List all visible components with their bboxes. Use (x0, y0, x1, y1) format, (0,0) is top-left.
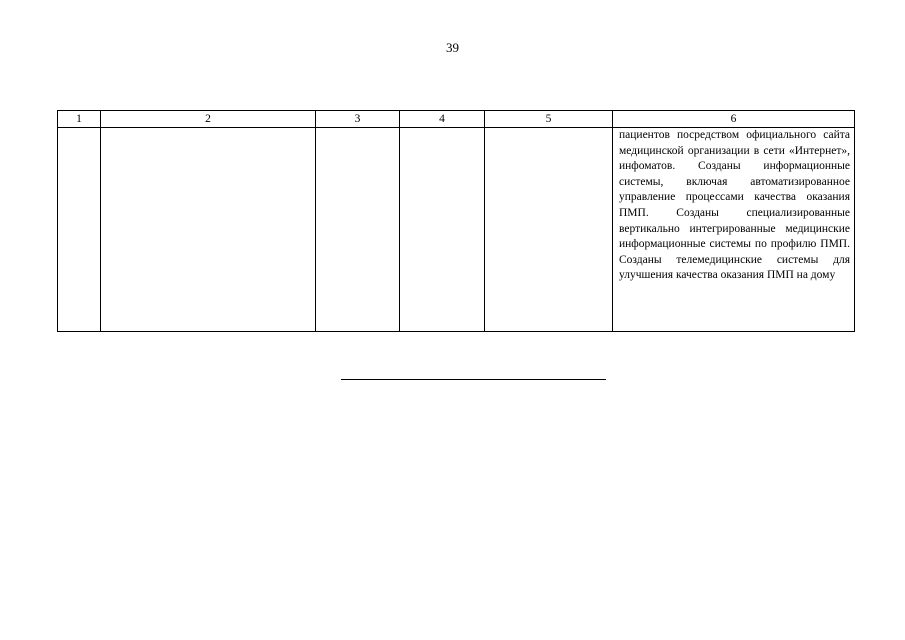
table-cell-col1 (58, 128, 101, 332)
page-number: 39 (446, 40, 459, 55)
table-cell-col2 (101, 128, 316, 332)
table-cell-col3 (316, 128, 400, 332)
column-header-3: 3 (316, 111, 400, 128)
column-header-6: 6 (613, 111, 855, 128)
table-cell-col5 (485, 128, 613, 332)
column-header-1: 1 (58, 111, 101, 128)
column-header-5: 5 (485, 111, 613, 128)
column-header-4: 4 (400, 111, 485, 128)
table-cell-col6 (613, 128, 855, 332)
document-table (57, 110, 855, 332)
table-row (58, 128, 855, 332)
table-cell-col4 (400, 128, 485, 332)
column-header-2: 2 (101, 111, 316, 128)
end-separator-line (341, 379, 606, 380)
table-header-row (58, 111, 855, 128)
table-cell-text: пациентов посредством официального сайта медицинской организации в сети «Интернет», инфоматов. Созданы информационные системы, включая автоматизированное управление процессами качества оказания ПМП. Созданы специализированные вертикально интегрированные медицинские информационные системы по профилю ПМП. Созданы телемедицинские системы для улучшения качества оказания ПМП на дому (619, 129, 850, 282)
